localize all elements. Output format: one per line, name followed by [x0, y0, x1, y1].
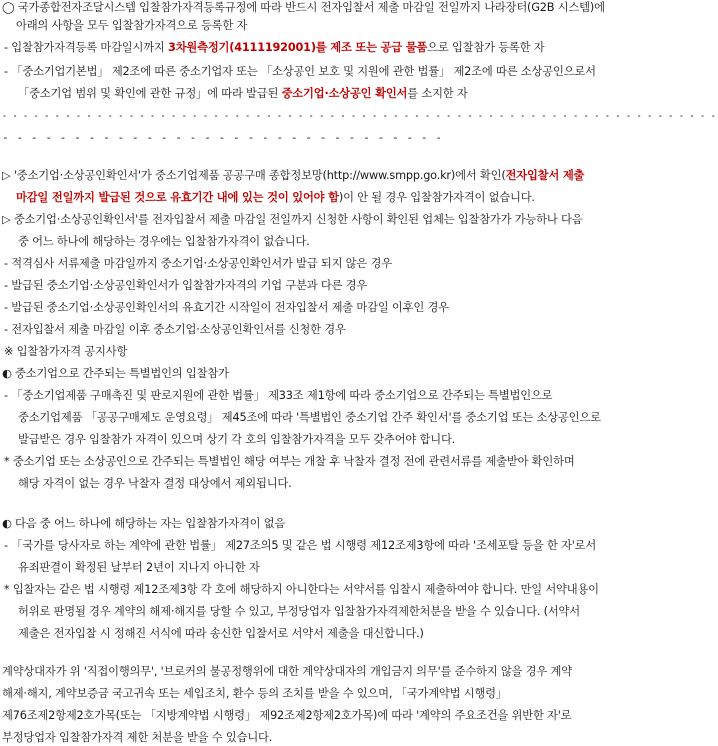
s3-text-5: * 중소기업 또는 소상공인으로 간주되는 특별법인 해당 여부는 개찰 후 낙찰자 결정 전에 관련서류를 제출받아 확인하며	[4, 455, 575, 468]
s1-line-3	[4, 40, 544, 56]
s4-line-4	[4, 582, 599, 598]
s1-text-4: - 「중소기업기본법」 제2조에 따른 중소기업자 또는 「소상공인 보호 및 지원에 관한 법률」 제2조에 따른 소상공인으로서	[4, 65, 596, 78]
s4-line-6	[18, 626, 424, 642]
s2-line-7	[4, 300, 449, 316]
s4-heading: ◐ 다음 중 어느 하나에 해당하는 자는 입찰참가자격이 없음	[2, 517, 286, 530]
s2-text-6: - 발급된 중소기업·소상공인확인서가 입찰참가자격의 기업 구분과 다른 경우	[4, 279, 368, 292]
s4-text-2: - 「국가를 당사자로 하는 계약에 관한 법률」 제27조의5 및 같은 법 시행령 제12조제3항에 따라 '조세포탈 등을 한 자'로서	[4, 539, 597, 552]
s2-text-4: 중 어느 하나에 해당하는 경우에는 입찰참가자격이 없습니다.	[18, 235, 310, 248]
s2-text-5: - 적격심사 서류제출 마감일까지 중소기업·소상공인확인서가 발급 되지 않은 경우	[4, 257, 392, 270]
s2-highlight-1: 전자입찰서 제출	[505, 169, 585, 182]
s1-highlight-item: 3차원측정기(4111192001)를 제조 또는 공급 물품	[168, 41, 428, 54]
s3-line-6	[18, 476, 292, 492]
s2-line-4	[18, 234, 310, 250]
s5-text-2: 해제·해지, 계약보증금 국고귀속 또는 세입조치, 환수 등의 조치를 받을 수 있으며, 「국가계약법 시행령」	[2, 687, 507, 700]
s2-text-1a: ▷ '중소기업·소상공인확인서'가 중소기업제품 공공구매 종합정보망(http://www.smpp.go.kr)에서 확인(	[2, 169, 506, 182]
s2-text-7: - 발급된 중소기업·소상공인확인서의 유효기간 시작일이 전자입찰서 제출 마감일 이후인 경우	[4, 301, 449, 314]
s3-line-2	[4, 388, 552, 404]
s1-text-2: 아래의 사항을 모두 입찰참가자격으로 등록한 자	[16, 19, 248, 32]
s3-line-5	[4, 454, 575, 470]
s5-line-1	[2, 664, 572, 680]
s1-text-5a: 「중소기업 범위 및 확인에 관한 규정」에 따라 발급된	[18, 87, 282, 100]
s3-line-1	[2, 366, 229, 382]
s4-text-6: 제출은 전자입찰 시 정해진 서식에 따라 송신한 입찰서로 서약서 제출을 대신합니다.)	[18, 627, 424, 640]
s5-text-4: 부정당업자 입찰참가자격 제한 처분을 받을 수 있습니다.	[2, 731, 273, 744]
s1-line-1	[2, 0, 605, 16]
divider-line-2: - - - - - - - - - - - - - - - - - - - - - - - - - - - - - - -	[2, 131, 443, 144]
s2-text-9: ※ 입찰참가자격 공지사항	[4, 345, 128, 358]
s2-line-6	[4, 278, 367, 294]
s1-highlight-certificate: 중소기업·소상공인 확인서	[281, 87, 408, 100]
s5-line-3	[2, 708, 571, 724]
s4-line-2	[4, 538, 596, 554]
s4-line-5	[18, 604, 580, 620]
s3-text-2: - 「중소기업제품 구매촉진 및 판로지원에 관한 법률」 제33조 제1항에 따라 중소기업으로 간주되는 특별법인으로	[4, 389, 553, 402]
s2-line-9	[4, 344, 127, 360]
s2-text-8: - 전자입찰서 제출 마감일 이후 중소기업·소상공인확인서를 신청한 경우	[4, 323, 346, 336]
s1-line-2	[16, 18, 247, 34]
s2-line-1	[2, 168, 584, 184]
s5-text-1: 계약상대자가 위 '직접이행의무', '브로커의 불공정행위에 대한 계약상대자의 개입금지 의무'를 준수하지 않을 경우 계약	[2, 665, 572, 678]
s2-text-3: ▷ 중소기업·소상공인확인서'를 전자입찰서 제출 마감일 전일까지 신청한 사항이 확인된 업체는 입찰참가가 가능하나 다음	[2, 213, 583, 226]
divider-line-1: - - - - - - - - - - - - - - - - - - - - - - - - - - - - - - - - - - - - - - - - - - - - - - - - - - - - - - - - - - - - - - - - - - - -	[2, 109, 717, 122]
s4-line-3	[18, 560, 260, 576]
s2-line-2	[16, 190, 535, 206]
s5-text-3: 제76조제2항제2호가목(또는 「지방계약법 시행령」 제92조제2항제2호가목)에 따라 '계약의 주요조건을 위반한 자'로	[2, 709, 572, 722]
s1-text-5c: 를 소지한 자	[407, 87, 468, 100]
s1-line-5	[18, 86, 468, 102]
s1-text-3a: - 입찰참가자격등록 마감일시까지	[4, 41, 169, 54]
s1-line-4	[4, 64, 596, 80]
s1-text-3c: 으로 입찰참가 등록한 자	[427, 41, 545, 54]
s4-text-5: 허위로 판명될 경우 계약의 해제·해지를 당할 수 있고, 부정당업자 입찰참가자격제한처분을 받을 수 있습니다. (서약서	[18, 605, 580, 618]
s3-text-4: 발급받은 경우 입찰참가 자격이 있으며 상기 각 호의 입찰참가자격을 모두 갖추어야 합니다.	[18, 433, 456, 446]
s4-text-4: * 입찰자는 같은 법 시행령 제12조제3항 각 호에 해당하지 아니한다는 서약서를 입찰시 제출하여야 합니다. 만일 서약내용이	[4, 583, 599, 596]
s3-text-6: 해당 자격이 없는 경우 낙찰자 결정 대상에서 제외됩니다.	[18, 477, 292, 490]
s2-highlight-2: 마감일 전일까지 발급된 것으로 유효기간 내에 있는 것이 있어야 함	[16, 191, 339, 204]
s3-heading: ◐ 중소기업으로 간주되는 특별법인의 입찰참가	[2, 367, 229, 380]
s2-line-3	[2, 212, 582, 228]
s2-line-8	[4, 322, 346, 338]
s5-line-2	[2, 686, 507, 702]
s3-line-3	[18, 410, 601, 426]
s3-line-4	[18, 432, 455, 448]
s2-line-5	[4, 256, 392, 272]
s1-text-1: ◯ 국가종합전자조달시스템 입찰참가자격등록규정에 따라 반드시 전자입찰서 제출 마감일 전일까지 나라장터(G2B 시스템)에	[2, 1, 605, 14]
s5-line-4	[2, 730, 273, 744]
s4-line-1	[2, 516, 285, 532]
s3-text-3: 중소기업제품 「공공구매제도 운영요령」 제45조에 따라 '특별법인 중소기업 간주 확인서'를 중소기업 또는 소상공인으로	[18, 411, 601, 424]
s4-text-3: 유죄판결이 확정된 날부터 2년이 지나지 아니한 자	[18, 561, 260, 574]
s2-text-2b: )이 안 될 경우 입찰참가자격이 없습니다.	[338, 191, 535, 204]
